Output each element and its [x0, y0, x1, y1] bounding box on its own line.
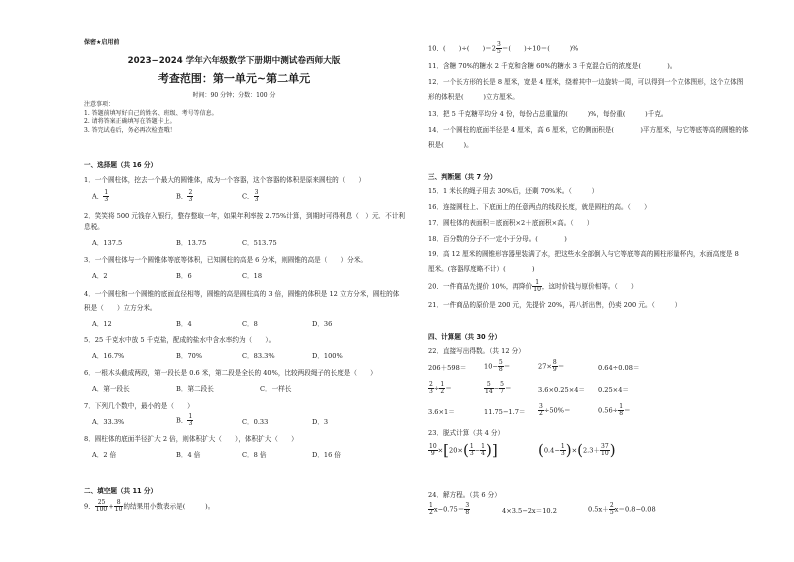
question-2-line1: 2．笑笑将 500 元钱存入银行，整存整取一年，如果年利率按 2.75%计算，到期时可得利息（ ）元．不计利	[84, 212, 405, 220]
exam-title: 2023−2024 学年六年级数学下册期中测试卷西师大版	[127, 56, 341, 66]
q2-option-a: A．137.5	[92, 239, 123, 247]
question-10: 10．( )÷( )＝2 $\frac{3}{5}$ ＝( )÷10＝( )%	[428, 41, 579, 55]
equation-3: 0.5x＋ $\frac{2}{5}$ x＝0.8−0.08	[588, 502, 656, 516]
question-7: 7．下列几个数中，最小的是（ ）	[84, 402, 194, 410]
q1-option-b: B． $\frac{2}{3}$	[176, 189, 193, 203]
question-12-line2: 形的体积是( )立方厘米。	[428, 93, 519, 101]
secret-label: 保密★启用前	[84, 39, 120, 46]
question-19-line1: 19．高 12 厘米的圆锥形容器里装满了水，把这些水全部倒入与它等底等高的圆柱形量杯内，水面高度是 8	[428, 250, 739, 258]
question-17: 17．圆柱体的表面积＝底面积×2＋底面积×高。（ ）	[428, 219, 594, 227]
question-3: 3．一个圆柱体与一个圆锥体等底等体积，已知圆柱的高是 6 分米，则圆锥的高是（ ）分米。	[84, 256, 367, 264]
q6-option-b: B．第二段长	[176, 385, 214, 393]
q6-option-c: C．一样长	[260, 385, 292, 393]
q4-option-d: D．36	[312, 320, 333, 328]
q6-option-a: A．第一段长	[92, 385, 130, 393]
notes-block	[84, 101, 384, 136]
calc-4: 0.64÷0.08＝	[598, 364, 640, 372]
q3-option-b: B．6	[176, 272, 192, 280]
q5-option-d: D．100%	[312, 352, 343, 360]
q3-option-c: C．18	[242, 272, 263, 280]
expression-2: (0.4− $\frac{1}{3}$ )×(2.3＋ $\frac{37}{10}$ )	[538, 441, 616, 459]
q4-option-a: A．12	[92, 320, 112, 328]
question-22: 22．直接写出得数。（共 12 分）	[428, 347, 525, 355]
question-1: 1．一个圆柱体，挖去一个最大的圆锥体，成为一个容器，这个容器的体积是原来圆柱的（ ）	[84, 176, 366, 184]
q2-option-b: B．13.75	[176, 239, 207, 247]
notes-heading: 注意事项：	[84, 101, 115, 108]
calc-8: 0.25×4＝	[598, 386, 629, 394]
note-item: 3. 答完试卷后，务必再次检查哦！	[84, 127, 176, 135]
equation-1: $\frac{1}{2}$ x−0.75＝ $\frac{3}{8}$	[429, 502, 470, 516]
q5-option-b: B．70%	[176, 352, 203, 360]
q1-option-c: C． $\frac{3}{3}$	[242, 189, 259, 203]
q5-option-c: C．83.3%	[242, 352, 275, 360]
calc-10: 11.75−1.7＝	[484, 408, 526, 416]
calc-5: $\frac{2}{3}$ ÷ $\frac{1}{2}$ ＝	[429, 381, 452, 395]
q8-option-c: C．8 倍	[242, 451, 267, 459]
calc-2: 10− $\frac{5}{8}$ ＝	[484, 359, 511, 373]
question-14-line2: 积是( )。	[428, 141, 473, 149]
q7-option-b: B． $\frac{1}{3}$	[176, 413, 193, 427]
calc-9: 3.6×1＝	[428, 408, 455, 416]
question-6: 6．一根木头截成两段，第一段长是 0.6 米，第二段是全长的 40%，比较两段绳子的长度是（ ）	[84, 369, 377, 377]
section-1-heading: 一、选择题（共 16 分）	[84, 161, 158, 169]
q3-option-a: A．2	[92, 272, 108, 280]
section-3-heading: 三、判断题（共 7 分）	[428, 173, 497, 181]
calc-7: 3.6×0.25×4＝	[538, 386, 586, 394]
q8-option-d: D．16 倍	[312, 451, 341, 459]
q8-option-b: B．4 倍	[176, 451, 201, 459]
calc-3: 27× $\frac{8}{9}$ ＝	[538, 359, 565, 373]
note-item: 1. 答题前填写好自己的姓名、班级、考号等信息。	[84, 109, 218, 117]
section-2-heading: 二、填空题（共 11 分）	[84, 487, 158, 495]
q7-option-c: C．0.33	[242, 418, 269, 426]
calc-1: 206＋598＝	[428, 364, 467, 372]
expression-1: $\frac{10}{9}$ ×[20×( $\frac{1}{3}$ − $\frac{1}{4}$ )]	[429, 441, 498, 459]
question-21: 21．一件商品的原价是 200 元，先提价 20%，再八折出售，仍卖 200 元。（ ）	[428, 301, 682, 309]
question-9: 9． $\frac{25}{100}$ + $\frac{8}{10}$ 的结果用小数表示是( )。	[84, 499, 215, 513]
calc-6: $\frac{5}{14}$ − $\frac{5}{7}$ ＝	[485, 381, 512, 395]
question-4-line2: 积是（ ）立方分米。	[84, 304, 157, 312]
q2-option-c: C．513.75	[242, 239, 277, 247]
question-4-line1: 4．一个圆柱和一个圆锥的底面直径相等，圆锥的高是圆柱高的 3 倍，圆锥的体积是 12 立方分米，圆柱的体	[84, 290, 400, 298]
question-18: 18．百分数的分子不一定小于分母。( )	[428, 235, 567, 243]
calc-11: $\frac{3}{2}$ ÷50%＝	[539, 403, 571, 417]
question-14-line1: 14．一个圆柱的底面半径是 4 厘米，高 6 厘米，它的侧面积是( )平方厘米，与它等底等高的圆锥的体	[428, 126, 749, 134]
question-20: 20．一件商品先提价 10%，再降价 $\frac{1}{10}$ ，这时价钱与原价相等。（ ）	[428, 279, 638, 293]
question-2-line2: 息税。	[84, 223, 104, 231]
calc-12: 0.56÷ $\frac{1}{8}$ ＝	[598, 403, 631, 417]
equation-2: 4×3.5−2x＝10.2	[502, 507, 557, 515]
q8-option-a: A．2 倍	[92, 451, 117, 459]
question-24: 24．解方程。（共 6 分）	[428, 491, 501, 499]
question-19-line2: 厘米。(容器厚度略不计）( )	[428, 265, 535, 273]
q4-option-b: B．4	[176, 320, 192, 328]
q5-option-a: A．16.7%	[92, 352, 125, 360]
q7-option-d: D．3	[312, 418, 329, 426]
question-23: 23．脱式计算（共 4 分）	[428, 429, 505, 437]
question-8: 8．圆柱体的底面半径扩大 2 倍，则体积扩大（ ），体积扩大（ ）	[84, 435, 298, 443]
q1-option-a: A． $\frac{1}{3}$	[92, 189, 109, 203]
note-item: 2. 请将答案正确填写在答题卡上。	[84, 118, 176, 126]
section-4-heading: 四、计算题（共 30 分）	[428, 333, 502, 341]
exam-time: 时间：90 分钟；分数：100 分	[192, 92, 276, 99]
q7-option-a: A．33.3%	[92, 418, 125, 426]
exam-scope: 考查范围：第一单元~第二单元	[157, 72, 311, 85]
question-16: 16．连接圆柱上、下底面上的任意两点的线段长度，就是圆柱的高。（ ）	[428, 203, 651, 211]
q4-option-c: C．8	[242, 320, 258, 328]
question-12-line1: 12．一个长方形的长是 8 厘米，宽是 4 厘米，绕着其中一边旋转一周，可以得到一个立体图形，这个立体图	[428, 78, 744, 86]
question-13: 13．把 5 千克糖平均分 4 份，每份占总重量的( )%，每份重( )千克。	[428, 110, 668, 118]
question-5: 5．25 千克水中放 5 千克盐，配成的盐水中含水率约为（ ）。	[84, 336, 276, 344]
question-11: 11．含糖 70%的糖水 2 千克和含糖 60%的糖水 3 千克混合后的浓度是( )。	[428, 62, 677, 70]
question-15: 15．1 米长的绳子用去 30%后，还剩 70%米。（ ）	[428, 187, 599, 195]
